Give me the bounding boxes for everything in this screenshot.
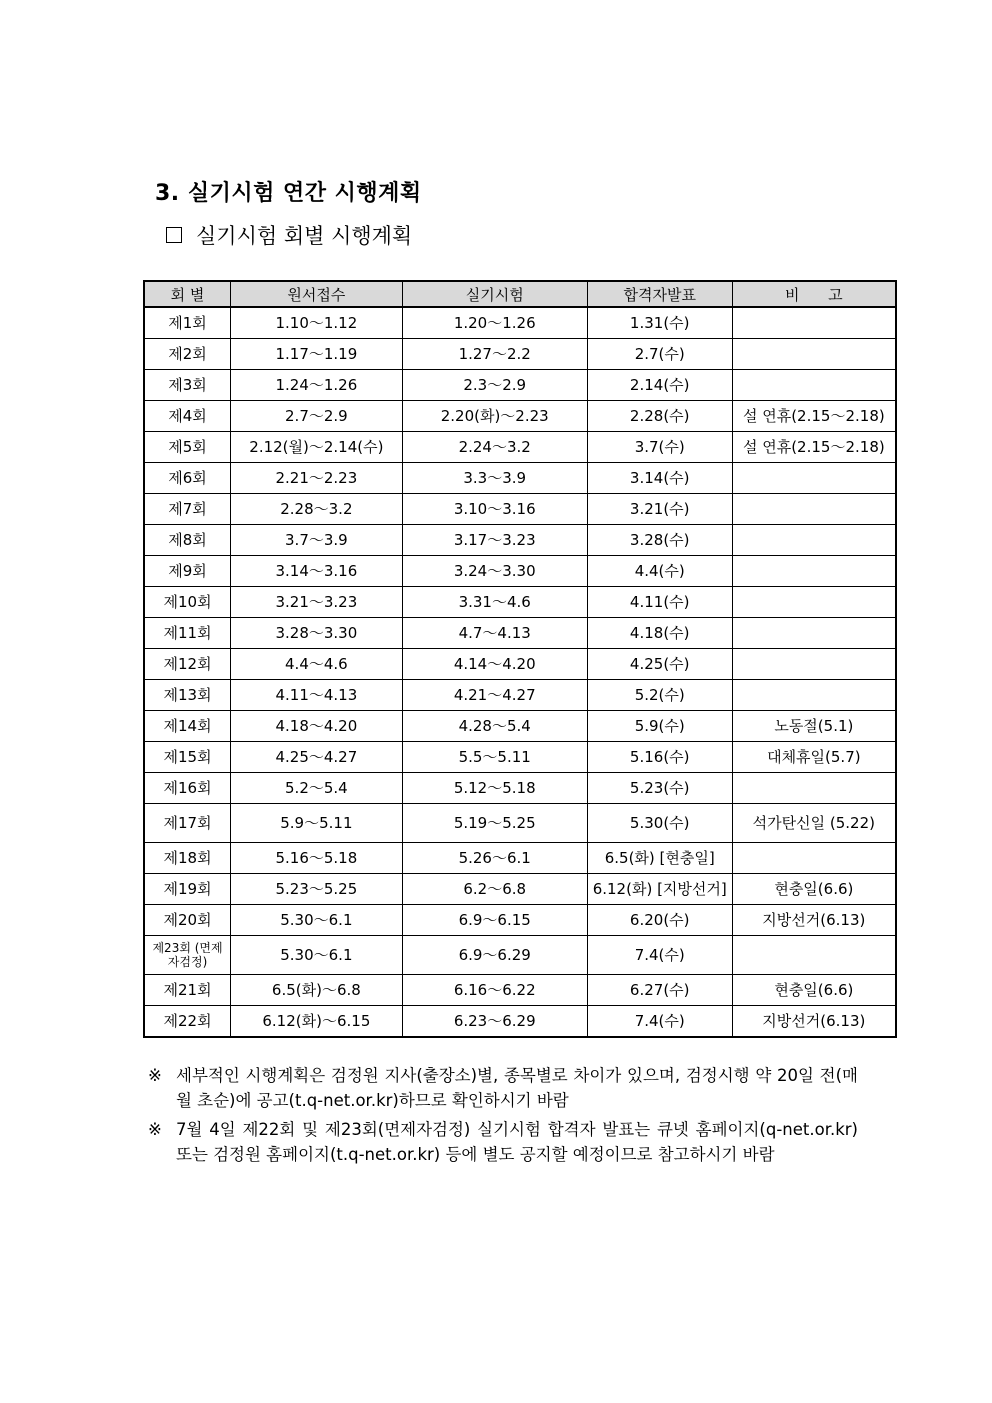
schedule-table — [143, 280, 897, 1038]
result-date-cell: 7.4(수) — [587, 936, 732, 975]
note-cell — [732, 463, 896, 494]
note-cell: 설 연휴(2.15～2.18) — [732, 432, 896, 463]
round-cell: 제14회 — [144, 711, 231, 742]
footnote-text: 세부적인 시행계획은 검정원 지사(출장소)별, 종목별로 차이가 있으며, 검정시행 약 20일 전(매월 초순)에 공고(t.q-net.or.kr)하므로 확인하시기 바람 — [176, 1066, 858, 1110]
application-period-cell: 3.28～3.30 — [231, 618, 403, 649]
exam-period-cell: 4.21～4.27 — [402, 680, 587, 711]
exam-period-cell: 2.24～3.2 — [402, 432, 587, 463]
note-cell — [732, 339, 896, 370]
application-period-cell: 1.24～1.26 — [231, 370, 403, 401]
note-cell — [732, 587, 896, 618]
schedule-body — [144, 307, 896, 1037]
application-period-cell: 1.10～1.12 — [231, 307, 403, 339]
result-date-cell: 1.31(수) — [587, 307, 732, 339]
table-row — [144, 525, 896, 556]
application-period-cell: 5.30～6.1 — [231, 905, 403, 936]
round-cell: 제6회 — [144, 463, 231, 494]
note-cell — [732, 370, 896, 401]
application-period-cell: 2.21～2.23 — [231, 463, 403, 494]
round-cell: 제10회 — [144, 587, 231, 618]
application-period-cell: 2.7～2.9 — [231, 401, 403, 432]
exam-period-cell: 1.27～2.2 — [402, 339, 587, 370]
application-period-cell: 6.12(화)～6.15 — [231, 1006, 403, 1038]
exam-period-cell: 5.26～6.1 — [402, 843, 587, 874]
note-cell — [732, 556, 896, 587]
header-exam: 실기시험 — [402, 281, 587, 307]
exam-period-cell: 4.28～5.4 — [402, 711, 587, 742]
round-cell: 제2회 — [144, 339, 231, 370]
result-date-cell: 2.14(수) — [587, 370, 732, 401]
note-cell: 석가탄신일 (5.22) — [732, 804, 896, 843]
round-cell: 제23회 (면제자검정) — [144, 936, 231, 975]
note-cell — [732, 680, 896, 711]
result-date-cell: 5.2(수) — [587, 680, 732, 711]
application-period-cell: 2.28～3.2 — [231, 494, 403, 525]
exam-period-cell: 1.20～1.26 — [402, 307, 587, 339]
round-cell: 제12회 — [144, 649, 231, 680]
round-cell: 제20회 — [144, 905, 231, 936]
result-date-cell: 2.7(수) — [587, 339, 732, 370]
table-row — [144, 936, 896, 975]
table-row — [144, 843, 896, 874]
header-round: 회 별 — [144, 281, 231, 307]
table-row — [144, 618, 896, 649]
note-cell — [732, 843, 896, 874]
table-row — [144, 773, 896, 804]
note-cell: 지방선거(6.13) — [732, 1006, 896, 1038]
round-cell: 제15회 — [144, 742, 231, 773]
result-date-cell: 4.18(수) — [587, 618, 732, 649]
note-cell: 현충일(6.6) — [732, 874, 896, 905]
table-row — [144, 804, 896, 843]
note-cell — [732, 618, 896, 649]
application-period-cell: 3.21～3.23 — [231, 587, 403, 618]
exam-period-cell: 3.17～3.23 — [402, 525, 587, 556]
exam-period-cell: 2.3～2.9 — [402, 370, 587, 401]
exam-period-cell: 3.24～3.30 — [402, 556, 587, 587]
application-period-cell: 6.5(화)～6.8 — [231, 975, 403, 1006]
application-period-cell: 5.23～5.25 — [231, 874, 403, 905]
exam-period-cell: 3.31～4.6 — [402, 587, 587, 618]
reference-mark: ※ — [148, 1120, 162, 1139]
round-cell: 제11회 — [144, 618, 231, 649]
result-date-cell: 6.27(수) — [587, 975, 732, 1006]
table-row — [144, 874, 896, 905]
table-row — [144, 463, 896, 494]
exam-period-cell: 5.5～5.11 — [402, 742, 587, 773]
footnotes — [148, 1063, 858, 1171]
subsection-heading-text: 실기시험 회별 시행계획 — [196, 224, 413, 248]
round-cell: 제8회 — [144, 525, 231, 556]
note-cell — [732, 494, 896, 525]
footnote — [148, 1063, 858, 1113]
round-cell: 제1회 — [144, 307, 231, 339]
result-date-cell: 5.30(수) — [587, 804, 732, 843]
exam-period-cell: 6.16～6.22 — [402, 975, 587, 1006]
round-cell: 제19회 — [144, 874, 231, 905]
round-cell: 제3회 — [144, 370, 231, 401]
table-row — [144, 1006, 896, 1038]
note-cell: 설 연휴(2.15～2.18) — [732, 401, 896, 432]
round-cell: 제7회 — [144, 494, 231, 525]
round-cell: 제17회 — [144, 804, 231, 843]
round-cell: 제21회 — [144, 975, 231, 1006]
result-date-cell: 5.23(수) — [587, 773, 732, 804]
application-period-cell: 4.4～4.6 — [231, 649, 403, 680]
result-date-cell: 3.7(수) — [587, 432, 732, 463]
result-date-cell: 5.16(수) — [587, 742, 732, 773]
application-period-cell: 5.16～5.18 — [231, 843, 403, 874]
exam-period-cell: 6.9～6.29 — [402, 936, 587, 975]
table-row — [144, 905, 896, 936]
result-date-cell: 3.21(수) — [587, 494, 732, 525]
header-result: 합격자발표 — [587, 281, 732, 307]
application-period-cell: 4.18～4.20 — [231, 711, 403, 742]
footnote-text: 7월 4일 제22회 및 제23회(면제자검정) 실기시험 합격자 발표는 큐넷 홈페이지(q-net.or.kr) 또는 검정원 홈페이지(t.q-net.or.kr) 등에 별도 공지할 예정이므로 참고하시기 바람 — [176, 1120, 858, 1164]
footnote — [148, 1117, 858, 1167]
round-cell: 제22회 — [144, 1006, 231, 1038]
application-period-cell: 3.14～3.16 — [231, 556, 403, 587]
note-cell: 대체휴일(5.7) — [732, 742, 896, 773]
note-cell: 노동절(5.1) — [732, 711, 896, 742]
application-period-cell: 2.12(월)～2.14(수) — [231, 432, 403, 463]
round-cell: 제4회 — [144, 401, 231, 432]
exam-period-cell: 3.3～3.9 — [402, 463, 587, 494]
exam-period-cell: 4.7～4.13 — [402, 618, 587, 649]
table-row — [144, 556, 896, 587]
application-period-cell: 5.30～6.1 — [231, 936, 403, 975]
note-cell — [732, 525, 896, 556]
exam-period-cell: 6.23～6.29 — [402, 1006, 587, 1038]
result-date-cell: 4.11(수) — [587, 587, 732, 618]
round-cell: 제13회 — [144, 680, 231, 711]
checkbox-icon — [166, 227, 182, 243]
reference-mark: ※ — [148, 1066, 162, 1085]
table-row — [144, 587, 896, 618]
table-row — [144, 711, 896, 742]
exam-period-cell: 2.20(화)～2.23 — [402, 401, 587, 432]
result-date-cell: 4.4(수) — [587, 556, 732, 587]
header-application: 원서접수 — [231, 281, 403, 307]
section-heading: 3. 실기시험 연간 시행계획 — [155, 181, 422, 206]
table-row — [144, 339, 896, 370]
exam-period-cell: 4.14～4.20 — [402, 649, 587, 680]
result-date-cell: 2.28(수) — [587, 401, 732, 432]
exam-period-cell: 5.19～5.25 — [402, 804, 587, 843]
note-cell — [732, 307, 896, 339]
note-cell: 현충일(6.6) — [732, 975, 896, 1006]
table-header-row — [144, 281, 896, 307]
result-date-cell: 6.5(화) [현충일] — [587, 843, 732, 874]
table-row — [144, 742, 896, 773]
result-date-cell: 5.9(수) — [587, 711, 732, 742]
result-date-cell: 7.4(수) — [587, 1006, 732, 1038]
table-row — [144, 432, 896, 463]
application-period-cell: 5.2～5.4 — [231, 773, 403, 804]
round-cell: 제16회 — [144, 773, 231, 804]
exam-period-cell: 5.12～5.18 — [402, 773, 587, 804]
application-period-cell: 4.25～4.27 — [231, 742, 403, 773]
result-date-cell: 3.28(수) — [587, 525, 732, 556]
table-row — [144, 370, 896, 401]
result-date-cell: 6.20(수) — [587, 905, 732, 936]
table-row — [144, 401, 896, 432]
note-cell — [732, 936, 896, 975]
note-cell — [732, 773, 896, 804]
round-cell: 제9회 — [144, 556, 231, 587]
application-period-cell: 1.17～1.19 — [231, 339, 403, 370]
exam-period-cell: 3.10～3.16 — [402, 494, 587, 525]
table-row — [144, 975, 896, 1006]
result-date-cell: 3.14(수) — [587, 463, 732, 494]
application-period-cell: 5.9～5.11 — [231, 804, 403, 843]
application-period-cell: 3.7～3.9 — [231, 525, 403, 556]
exam-period-cell: 6.9～6.15 — [402, 905, 587, 936]
note-cell — [732, 649, 896, 680]
application-period-cell: 4.11～4.13 — [231, 680, 403, 711]
table-row — [144, 307, 896, 339]
round-cell: 제18회 — [144, 843, 231, 874]
result-date-cell: 6.12(화) [지방선거] — [587, 874, 732, 905]
exam-period-cell: 6.2～6.8 — [402, 874, 587, 905]
note-cell: 지방선거(6.13) — [732, 905, 896, 936]
header-note: 비 고 — [732, 281, 896, 307]
round-cell: 제5회 — [144, 432, 231, 463]
table-row — [144, 680, 896, 711]
subsection-heading — [166, 220, 412, 250]
table-row — [144, 494, 896, 525]
result-date-cell: 4.25(수) — [587, 649, 732, 680]
table-row — [144, 649, 896, 680]
